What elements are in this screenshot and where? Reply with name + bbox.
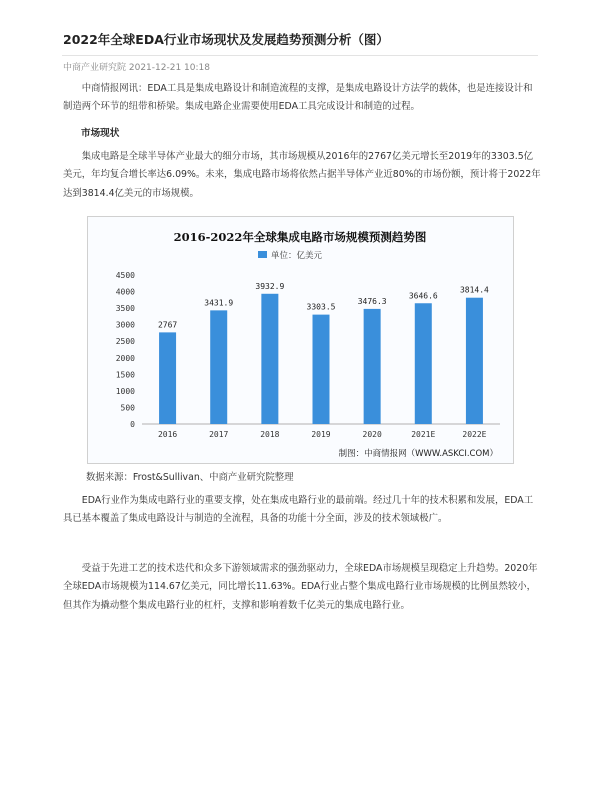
article-title: 2022年全球EDA行业市场现状及发展趋势预测分析（图） bbox=[63, 32, 389, 47]
bar-value-label: 3476.3 bbox=[357, 296, 387, 306]
chart-footer: 制图：中商情报网（WWW.ASKCI.COM） bbox=[338, 449, 498, 459]
market-paragraph: 集成电路是全球半导体产业最大的细分市场，其市场规模从2016年的2767亿美元增长至2019年的3303.5亿美元，年均复合增长率达6.09%。未来，集成电路市场将依然占据半导体产业近80%的市场份额，预计将于2022年达到3814.4亿美元的市场规模。 bbox=[63, 151, 541, 199]
chart-figure bbox=[87, 216, 514, 464]
y-tick-label: 4500 bbox=[115, 271, 135, 280]
y-tick-label: 4000 bbox=[115, 287, 135, 297]
y-tick-label: 2500 bbox=[115, 337, 135, 347]
bar bbox=[313, 315, 330, 424]
bar-value-label: 3646.6 bbox=[408, 291, 438, 301]
bar bbox=[415, 303, 432, 424]
y-tick-label: 2000 bbox=[115, 353, 135, 363]
y-tick-label: 3500 bbox=[115, 304, 135, 314]
bar bbox=[466, 298, 483, 424]
trend-paragraph: 受益于先进工艺的技术迭代和众多下游领域需求的强劲驱动力，全球EDA市场规模呈现稳定上升趋势。2020年全球EDA市场规模为114.67亿美元，同比增长11.63%。EDA行业占整个集成电路行业市场规模的比例虽然较小，但其作为撬动整个集成电路行业的杠杆，支撑和影响着数千亿美元的集成电路行业。 bbox=[63, 563, 538, 611]
legend-label: 单位：亿美元 bbox=[271, 251, 323, 261]
y-tick-label: 1000 bbox=[115, 386, 135, 396]
bar-value-label: 2767 bbox=[157, 320, 178, 330]
bar-chart bbox=[88, 217, 513, 463]
y-tick-label: 0 bbox=[130, 420, 135, 429]
x-tick-label: 2016 bbox=[157, 430, 178, 439]
bar bbox=[159, 332, 176, 424]
bar bbox=[210, 310, 227, 424]
bar-value-label: 3303.5 bbox=[306, 302, 336, 312]
bar bbox=[261, 294, 278, 424]
x-tick-label: 2019 bbox=[311, 430, 331, 439]
title-divider bbox=[62, 55, 538, 56]
eda-paragraph: EDA行业作为集成电路行业的重要支撑，处在集成电路行业的最前端。经过几十年的技术积累和发展，EDA工具已基本覆盖了集成电路设计与制造的全流程，具备的功能十分全面，涉及的技术领域极广。 bbox=[63, 495, 534, 525]
x-tick-label: 2020 bbox=[362, 430, 382, 439]
x-tick-label: 2017 bbox=[209, 430, 229, 439]
section-heading: 市场现状 bbox=[81, 128, 120, 139]
article-meta: 中商产业研究院 2021-12-21 10:18 bbox=[63, 63, 210, 73]
y-tick-label: 500 bbox=[120, 403, 135, 413]
x-tick-label: 2021E bbox=[411, 430, 436, 439]
chart-title: 2016-2022年全球集成电路市场规模预测趋势图 bbox=[173, 230, 427, 244]
legend-swatch bbox=[258, 251, 267, 258]
bar bbox=[364, 309, 381, 424]
y-tick-label: 1500 bbox=[115, 370, 135, 380]
source-note: 数据来源：Frost&Sullivan、中商产业研究院整理 bbox=[86, 472, 294, 483]
bar-value-label: 3932.9 bbox=[255, 281, 285, 291]
x-tick-label: 2018 bbox=[260, 430, 280, 439]
bar-value-label: 3814.4 bbox=[459, 285, 489, 295]
intro-paragraph: 中商情报网讯：EDA工具是集成电路设计和制造流程的支撑，是集成电路设计方法学的载体，也是连接设计和制造两个环节的纽带和桥梁。集成电路企业需要使用EDA工具完成设计和制造的过程。 bbox=[63, 83, 533, 113]
bar-value-label: 3431.9 bbox=[204, 298, 234, 308]
x-tick-label: 2022E bbox=[462, 430, 487, 439]
y-tick-label: 3000 bbox=[115, 320, 135, 330]
